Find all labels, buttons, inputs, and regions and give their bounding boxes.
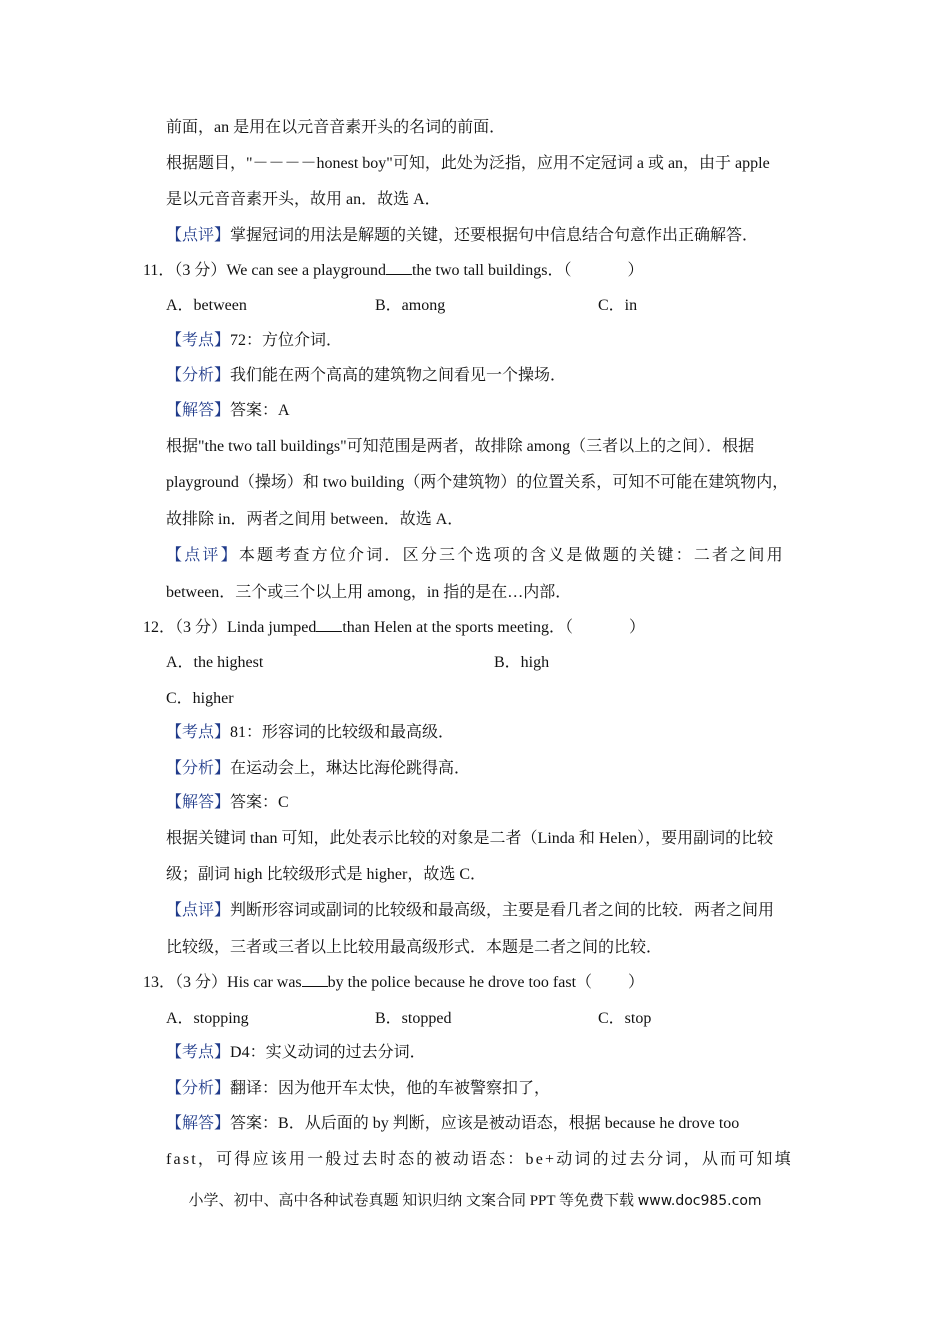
text-line	[166, 153, 810, 175]
fenxi-line	[166, 758, 810, 780]
text-line	[166, 828, 810, 850]
question-number: 13．	[143, 974, 176, 991]
text: 本题考查方位介词．区分三个选项的含义是做题的关键：二者之间用	[238, 547, 785, 564]
text: 比较级，三者或三者以上比较用最高级形式．本题是二者之间的比较．	[166, 939, 663, 956]
text: 72：方位介词．	[230, 332, 343, 349]
text-line	[166, 1149, 810, 1171]
kaodian-line	[166, 722, 810, 744]
stem-text: （3 分）We can see a playground	[174, 262, 386, 279]
stem-text: ）	[628, 619, 645, 636]
text: 答案：C	[230, 794, 289, 811]
comment-line	[166, 545, 810, 567]
text: 级；副词 high 比较级形式是 higher，故选 C．	[166, 866, 486, 883]
text: 根据题目，"－－－－honest boy"可知，此处为泛指，应用不定冠词 a 或 an，由于 apple	[166, 155, 770, 172]
text: 前面，an 是用在以元音音素开头的名词的前面．	[166, 119, 506, 136]
comment-tag: 【点评】	[166, 547, 239, 564]
text: fast，可得应该用一般过去时态的被动语态：be+动词的过去分词，从而可知填	[166, 1151, 793, 1168]
text-line	[166, 582, 810, 604]
answer-blank	[302, 972, 328, 987]
jieda-line	[166, 400, 810, 422]
text: D4：实义动词的过去分词．	[230, 1044, 426, 1061]
jieda-tag: 【解答】	[166, 402, 231, 419]
kaodian-tag: 【考点】	[166, 724, 231, 741]
text-line	[166, 509, 810, 531]
option-c: C．in	[598, 297, 638, 314]
fenxi-line	[166, 365, 810, 387]
question-number: 11．	[143, 262, 175, 279]
text: 在运动会上，琳达比海伦跳得高．	[230, 760, 471, 777]
comment-tag: 【点评】	[166, 902, 231, 919]
text: between．三个或三个以上用 among，in 指的是在…内部．	[166, 584, 572, 601]
fenxi-tag: 【分析】	[166, 367, 231, 384]
kaodian-line	[166, 1042, 810, 1064]
comment-line	[166, 900, 810, 922]
question-12-options	[166, 688, 810, 710]
text: 掌握冠词的用法是解题的关键，还要根据句中信息结合句意作出正确解答．	[230, 227, 759, 244]
text: 答案：A	[230, 402, 290, 419]
text: 判断形容词或副词的比较级和最高级，主要是看几者之间的比较．两者之间用	[230, 902, 775, 919]
question-number: 12．	[143, 619, 176, 636]
footer-link[interactable]: www.doc985.com	[637, 1193, 762, 1209]
text: 我们能在两个高高的建筑物之间看见一个操场．	[230, 367, 567, 384]
jieda-tag: 【解答】	[166, 794, 231, 811]
fenxi-tag: 【分析】	[166, 760, 231, 777]
text: 是以元音音素开头，故用 an．故选 A．	[166, 191, 441, 208]
option-c: C．higher	[166, 690, 234, 707]
text-line	[166, 189, 810, 211]
stem-text: by the police because he drove too fast（	[327, 974, 593, 991]
kaodian-tag: 【考点】	[166, 332, 231, 349]
text: playground（操场）和 two building（两个建筑物）的位置关系，可知不可能在建筑物内，	[166, 474, 789, 491]
text: 翻译：因为他开车太快，他的车被警察扣了，	[230, 1080, 551, 1097]
stem-text: the two tall buildings．（	[411, 262, 572, 279]
comment-line	[166, 225, 810, 247]
text-line	[166, 117, 810, 139]
stem-text: ）	[627, 262, 644, 279]
option-b: B．among	[375, 297, 446, 314]
text-line	[166, 864, 810, 886]
text: 故排除 in．两者之间用 between．故选 A．	[166, 511, 464, 528]
fenxi-tag: 【分析】	[166, 1080, 231, 1097]
stem-text: ）	[628, 974, 645, 991]
question-12-stem	[143, 617, 810, 639]
answer-blank	[386, 260, 412, 275]
question-13-stem	[143, 972, 810, 994]
option-c: C．stop	[598, 1010, 652, 1027]
stem-text: than Helen at the sports meeting．（	[342, 619, 573, 636]
question-11-stem	[143, 260, 810, 282]
text-line	[166, 436, 810, 458]
option-b: B．stopped	[375, 1010, 452, 1027]
option-b: B．high	[494, 654, 550, 671]
page-footer	[0, 1190, 950, 1212]
stem-text: （3 分）Linda jumped	[175, 619, 317, 636]
fenxi-line	[166, 1078, 810, 1100]
text: 根据"the two tall buildings"可知范围是两者，故排除 among（三者以上的之间）．根据	[166, 438, 755, 455]
stem-text: （3 分）His car was	[175, 974, 302, 991]
option-a: A．between	[166, 297, 247, 314]
comment-tag: 【点评】	[166, 227, 231, 244]
answer-blank	[316, 617, 342, 632]
option-a: A．stopping	[166, 1010, 249, 1027]
footer-text: 小学、初中、高中各种试卷真题 知识归纳 文案合同 PPT 等免费下载	[188, 1193, 635, 1209]
jieda-tag: 【解答】	[166, 1115, 231, 1132]
jieda-line	[166, 792, 810, 814]
kaodian-tag: 【考点】	[166, 1044, 231, 1061]
option-a: A．the highest	[166, 654, 264, 671]
text-line	[166, 937, 810, 959]
text-line	[166, 472, 810, 494]
text: 根据关键词 than 可知，此处表示比较的对象是二者（Linda 和 Helen），要用副词的比较	[166, 830, 774, 847]
text: 答案：B．从后面的 by 判断，应该是被动语态，根据 because he drove too	[230, 1115, 740, 1132]
jieda-line	[166, 1113, 810, 1135]
kaodian-line	[166, 330, 810, 352]
text: 81：形容词的比较级和最高级．	[230, 724, 455, 741]
